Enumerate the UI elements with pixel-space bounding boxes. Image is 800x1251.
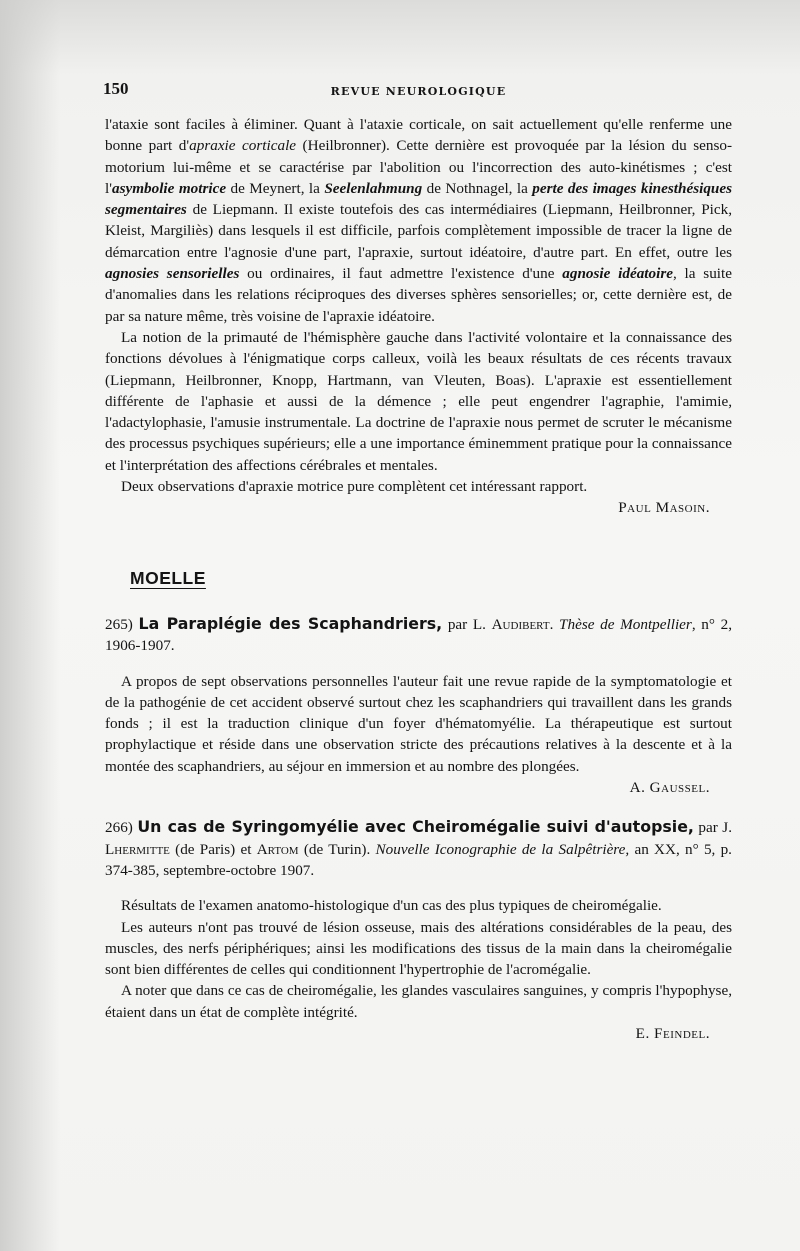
page-number: 150 bbox=[103, 79, 129, 98]
page-content bbox=[105, 76, 732, 1044]
entry-number: 266) bbox=[105, 819, 133, 837]
signature-feindel: E. Feindel. bbox=[635, 1024, 710, 1042]
section-title: MOELLE bbox=[130, 567, 206, 588]
entry-265 bbox=[105, 613, 732, 798]
signature-gaussel: A. Gaussel. bbox=[629, 779, 710, 797]
entry-266-paragraph-1: Résultats de l'examen anatomo-histologique d'un cas des plus typiques de cheiromégalie. bbox=[121, 897, 662, 915]
entry-title: La Paraplégie des Scaphandriers, bbox=[138, 613, 443, 633]
entry-266-paragraph-2: Les auteurs n'ont pas trouvé de lésion osseuse, mais des altérations considérables de la peau, des muscles, des nerfs périphériques; ainsi les modifications des tissus de la main dans la cheiromégalie sont bien différentes de celles qui conditionnent l'hypertrophie de l'acromégalie. bbox=[105, 918, 732, 979]
entry-source: Nouvelle Iconographie de la Salpêtrière, bbox=[375, 840, 630, 858]
entry-title: Un cas de Syringomyélie avec Cheiromégalie suivi d'autopsie, bbox=[137, 817, 694, 837]
entry-266-paragraph-3: A noter que dans ce cas de cheiromégalie, les glandes vasculaires sanguines, y compris l'hypophyse, étaient dans un état de complète intégrité. bbox=[105, 982, 732, 1021]
entry-265-body: A propos de sept observations personnelles l'auteur fait une revue rapide de la symptomatologie et de la pathogénie de cet accident observé surtout chez les scaphandriers qui travaillent dans les grands fonds ; il est la traduction clinique d'un foyer d'hématomyélie. La thérapeutique est surtout prophylactique et réside dans une observation stricte des précautions relatives à la descente et à la montée des scaphandriers, au séjour en immersion et au nombre des plongées. bbox=[105, 672, 732, 775]
entry-author: Audibert bbox=[491, 615, 550, 633]
entry-author: Artom bbox=[256, 840, 299, 858]
entry-266-heading: 266) Un cas de Syringomyélie avec Cheiromégalie suivi d'autopsie, par J. Lhermitte (de Paris) et Artom (de Turin). Nouvelle Iconographie de la Salpêtrière, an XX, n° 5, p. 374-385, septembre-octobre 1907. bbox=[105, 817, 733, 879]
journal-title: REVUE NEUROLOGIQUE bbox=[330, 85, 507, 98]
entry-author: Lhermitte bbox=[105, 840, 170, 858]
entry-266 bbox=[105, 816, 732, 1044]
opening-paragraph-3: Deux observations d'apraxie motrice pure complètent cet intéressant rapport. bbox=[121, 478, 588, 496]
opening-paragraph-1: l'ataxie sont faciles à éliminer. Quant à l'ataxie corticale, on sait actuellement qu'elle renferme une bonne part d'apraxie corticale (Heilbronner). Cette dernière est provoquée par la lésion du senso-motorium lui-même et se caractérise par l'abolition ou l'incorrection des auto-kinétismes ; c'est l'asymbolie motrice de Meynert, la Seelenlahmung de Nothnagel, la perte des images kinesthésiques segmentaires de Liepmann. Il existe toutefois des cas intermédiaires (Liepmann, Heilbronner, Pick, Kleist, Margiliès) dans lesquels il est difficile, parfois complètement impossible de tracer la ligne de démarcation entre l'agnosie d'une part, l'apraxie, surtout idéatoire, d'autre part. En effet, outre les agnosies sensorielles ou ordinaires, il faut admettre l'existence d'une agnosie idéatoire, la suite d'anomalies dans les relations réciproques des diverses sphères sensorielles; or, cette dernière est, de par sa nature même, très voisine de l'apraxie idéatoire. bbox=[105, 116, 733, 325]
entry-265-heading: 265) La Paraplégie des Scaphandriers, par L. Audibert. Thèse de Montpellier, n° 2, 1906-1907. bbox=[105, 613, 732, 655]
running-head bbox=[105, 76, 732, 114]
entry-source: Thèse de Montpellier bbox=[559, 615, 692, 633]
signature-masoin: Paul Masoin. bbox=[618, 499, 710, 517]
opening-paragraph-2: La notion de la primauté de l'hémisphère gauche dans l'activité volontaire et la connaissance des fonctions dévolues à l'énigmatique corps calleux, voilà les beaux résultats de ces récents travaux (Liepmann, Heilbronner, Knopp, Hartmann, van Vleuten, Boas). L'apraxie est essentiellement différente de l'aphasie et aussi de la démence ; elle peut engendrer l'agraphie, l'amimie, l'adactylophasie, l'amusie instrumentale. La doctrine de l'apraxie nous permet de scruter le mécanisme des processus psychiques supérieurs; elle a une importance éminemment pratique pour la connaissance et l'interprétation des affections cérébrales et mentales. bbox=[105, 328, 732, 474]
scan-shadow bbox=[0, 0, 60, 1251]
entry-number: 265) bbox=[105, 615, 133, 633]
